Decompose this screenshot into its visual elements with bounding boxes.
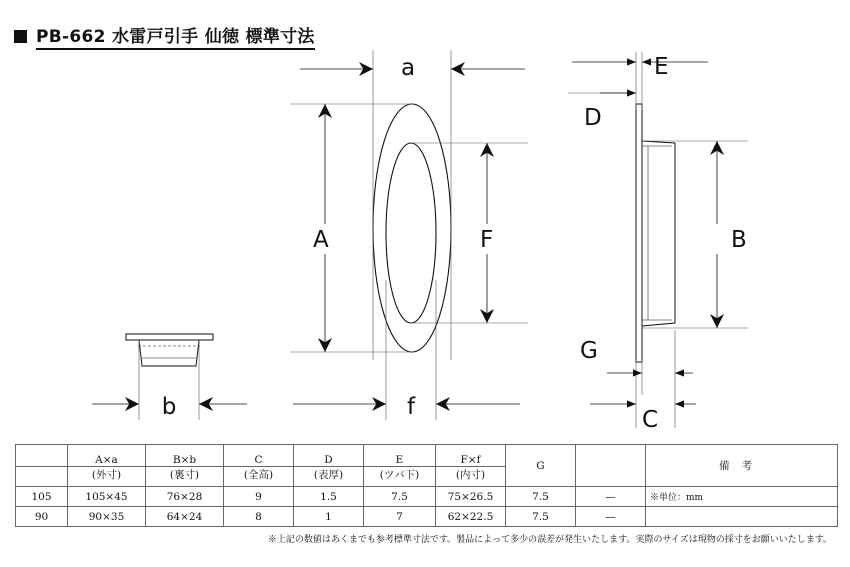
title-text: PB-662 水雷戸引手 仙徳 標準寸法: [36, 22, 315, 50]
label-D: D: [584, 105, 602, 131]
side-flange: [636, 104, 642, 362]
cell-C: 9: [224, 487, 294, 507]
header-cell: (裏寸): [146, 467, 224, 487]
side-section-view: [636, 104, 675, 362]
header-cell: [16, 467, 68, 487]
cell-D: 1.5: [294, 487, 364, 507]
outer-oval: [373, 104, 451, 352]
footnote: ※上記の数値はあくまでも参考標準寸法です。製品によって多少の誤差が発生いたします。実際のサイズは現物の採寸をお願いいたします。: [267, 535, 832, 545]
header-cell: (内寸): [436, 467, 506, 487]
cell-size: 105: [16, 487, 68, 507]
label-A: A: [313, 227, 329, 253]
header-cell: C: [224, 445, 294, 467]
spec-table: [15, 444, 838, 527]
inner-oval: [386, 143, 436, 323]
cell-C: 8: [224, 507, 294, 527]
label-b: b: [161, 394, 177, 420]
front-view: [373, 104, 451, 352]
side-cup: [642, 141, 675, 326]
cup-body: [139, 340, 199, 366]
cell-note: [646, 507, 838, 527]
cell-note: ※単位：mm: [646, 487, 838, 507]
header-cell: D: [294, 445, 364, 467]
cell-Aa: 90×35: [68, 507, 146, 527]
cell-Bb: 64×24: [146, 507, 224, 527]
label-F: F: [480, 227, 494, 253]
cell-Ff: 75×26.5: [436, 487, 506, 507]
header-cell: (表厚): [294, 467, 364, 487]
cell-G: 7.5: [506, 507, 576, 527]
flange: [126, 334, 213, 340]
label-B-backdrop: [706, 224, 728, 254]
header-cell: F×f: [436, 445, 506, 467]
header-cell: (外寸): [68, 467, 146, 487]
cell-Ff: 62×22.5: [436, 507, 506, 527]
cell-mark: —: [576, 507, 646, 527]
header-cell: [576, 445, 646, 487]
header-cell: A×a: [68, 445, 146, 467]
label-a: a: [400, 55, 416, 81]
label-B: B: [731, 227, 747, 253]
cell-size: 90: [16, 507, 68, 527]
header-cell: B×b: [146, 445, 224, 467]
cell-mark: —: [576, 487, 646, 507]
table-row: [16, 487, 838, 507]
cell-Bb: 76×28: [146, 487, 224, 507]
cell-Aa: 105×45: [68, 487, 146, 507]
label-f: f: [406, 394, 416, 420]
cell-E: 7: [364, 507, 436, 527]
label-G: G: [580, 338, 598, 364]
cell-G: 7.5: [506, 487, 576, 507]
header-cell: E: [364, 445, 436, 467]
cell-E: 7.5: [364, 487, 436, 507]
cell-D: 1: [294, 507, 364, 527]
header-cell: (ツバ下): [364, 467, 436, 487]
header-cell: [16, 445, 68, 467]
label-C: C: [642, 407, 659, 433]
header-cell-remarks: 備考: [646, 445, 838, 487]
table-row: [16, 507, 838, 527]
label-E: E: [654, 54, 669, 80]
header-cell: G: [506, 445, 576, 487]
header-row: [16, 445, 838, 467]
header-cell: (全高): [224, 467, 294, 487]
